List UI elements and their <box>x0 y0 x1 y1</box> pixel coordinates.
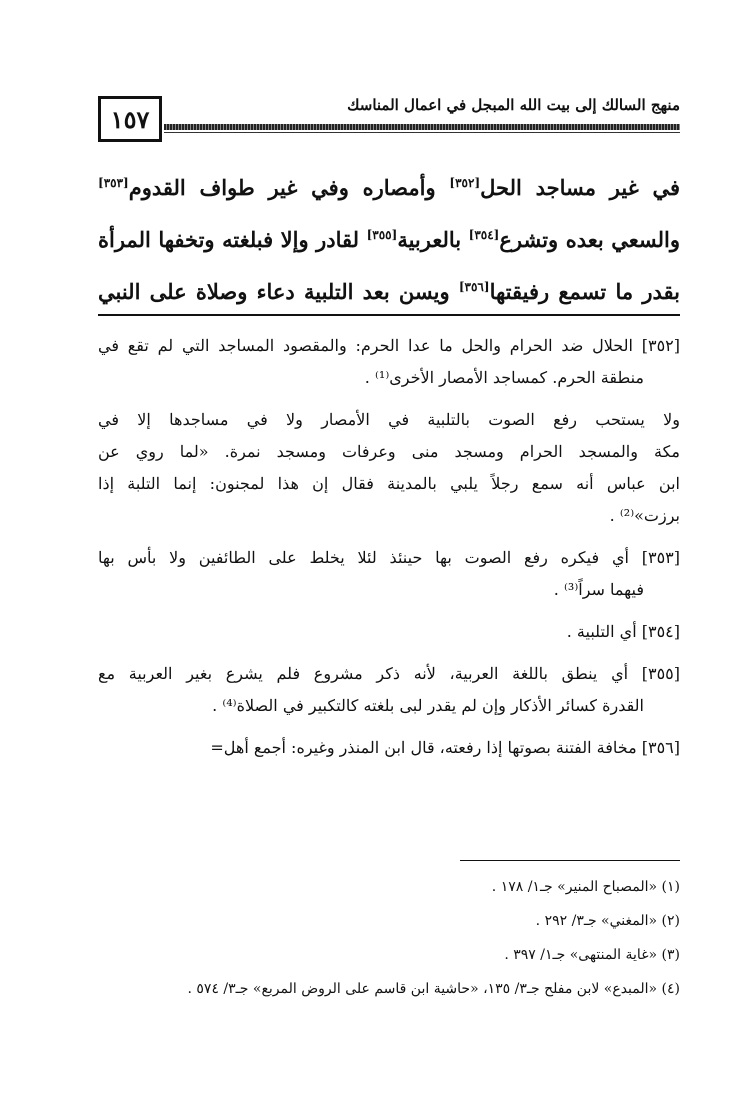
note-line: برزت»⁽²⁾ . <box>609 506 680 525</box>
page-number-box <box>98 96 162 142</box>
note-line: [٣٥٢] الحلال ضد الحرام والحل ما عدا الحرم: والمقصود المساجد التي لم تقع في <box>98 336 680 355</box>
footnotes <box>98 870 680 1006</box>
note-line: [٣٥٥] أي ينطق باللغة العربية، لأنه ذكر مشروع فلم يشرع بغير العربية مع <box>98 664 680 683</box>
main-text-segment: والسعي بعده وتشرع <box>499 227 680 252</box>
main-text-segment: ويسن بعد التلبية دعاء وصلاة على النبي <box>98 279 459 304</box>
commentary-note <box>98 616 680 648</box>
footnote-item: (٢) «المغني» جـ٣/ ٢٩٢ . <box>535 913 680 929</box>
running-title: منهج السالك إلى بيت الله المبجل في اعمال المناسك <box>347 96 680 114</box>
main-text-segment: بقدر ما تسمع رفيقتها <box>489 279 680 304</box>
footnote-rule <box>460 860 680 861</box>
commentary-note <box>98 330 680 394</box>
note-line: ولا يستحب رفع الصوت بالتلبية في الأمصار ولا في مساجدها إلا في <box>98 410 680 429</box>
footnote-item: (٣) «غاية المنتهى» جـ١/ ٣٩٧ . <box>504 947 680 963</box>
reference-marker: [٣٥٢] <box>449 176 481 190</box>
reference-marker: [٣٥٦] <box>458 280 490 294</box>
note-line: مكة والمسجد الحرام ومسجد منى وعرفات ومسجد نمرة. «لما روي عن <box>98 442 680 461</box>
main-text-segment: وأمصاره وفي غير طواف القدوم <box>128 175 450 200</box>
page-header <box>98 88 680 148</box>
main-text-segment: في غير مساجد الحل <box>480 175 681 200</box>
reference-marker: [٣٥٣] <box>98 176 129 190</box>
note-line: فيهما سراً⁽³⁾ . <box>553 580 644 599</box>
commentary-note <box>98 732 680 764</box>
main-line <box>98 266 680 318</box>
commentary-notes <box>98 330 680 774</box>
note-line: [٣٥٣] أي فيكره رفع الصوت بها حينئذ لئلا يخلط على الطائفين ولا بأس بها <box>98 548 680 567</box>
text-divider <box>98 314 680 316</box>
commentary-note <box>98 658 680 722</box>
main-line <box>98 214 680 266</box>
note-line: القدرة كسائر الأذكار وإن لم يقدر لبى بلغته كالتكبير في الصلاة⁽⁴⁾ . <box>212 696 644 715</box>
main-text <box>98 162 680 318</box>
footnote-item: (٤) «المبدع» لابن مفلح جـ٣/ ١٣٥، «حاشية ابن قاسم على الروض المربع» جـ٣/ ٥٧٤ . <box>187 981 680 997</box>
main-text-segment: بالعربية <box>397 227 469 252</box>
note-line: ابن عباس أنه سمع رجلاً يلبي بالمدينة فقال إن هذا لمجنون: إنما التلبة إذا <box>98 474 680 493</box>
reference-marker: [٣٥٤] <box>468 228 500 242</box>
page-number: ١٥٧ <box>110 104 150 134</box>
note-line: [٣٥٤] أي التلبية . <box>566 622 680 641</box>
reference-marker: [٣٥٥] <box>366 228 398 242</box>
main-text-segment: لقادر وإلا فبلغته وتخفها المرأة <box>98 227 367 252</box>
header-rule-thick <box>164 124 680 130</box>
note-line: منطقة الحرم. كمساجد الأمصار الأخرى⁽¹⁾ . <box>364 368 644 387</box>
commentary-note <box>98 542 680 606</box>
header-rule-thin <box>164 132 680 133</box>
note-line: [٣٥٦] مخافة الفتنة بصوتها إذا رفعته، قال ابن المنذر وغيره: أجمع أهل= <box>210 738 680 757</box>
commentary-note <box>98 404 680 532</box>
main-line <box>98 162 680 214</box>
footnote-item: (١) «المصباح المنير» جـ١/ ١٧٨ . <box>491 879 680 895</box>
